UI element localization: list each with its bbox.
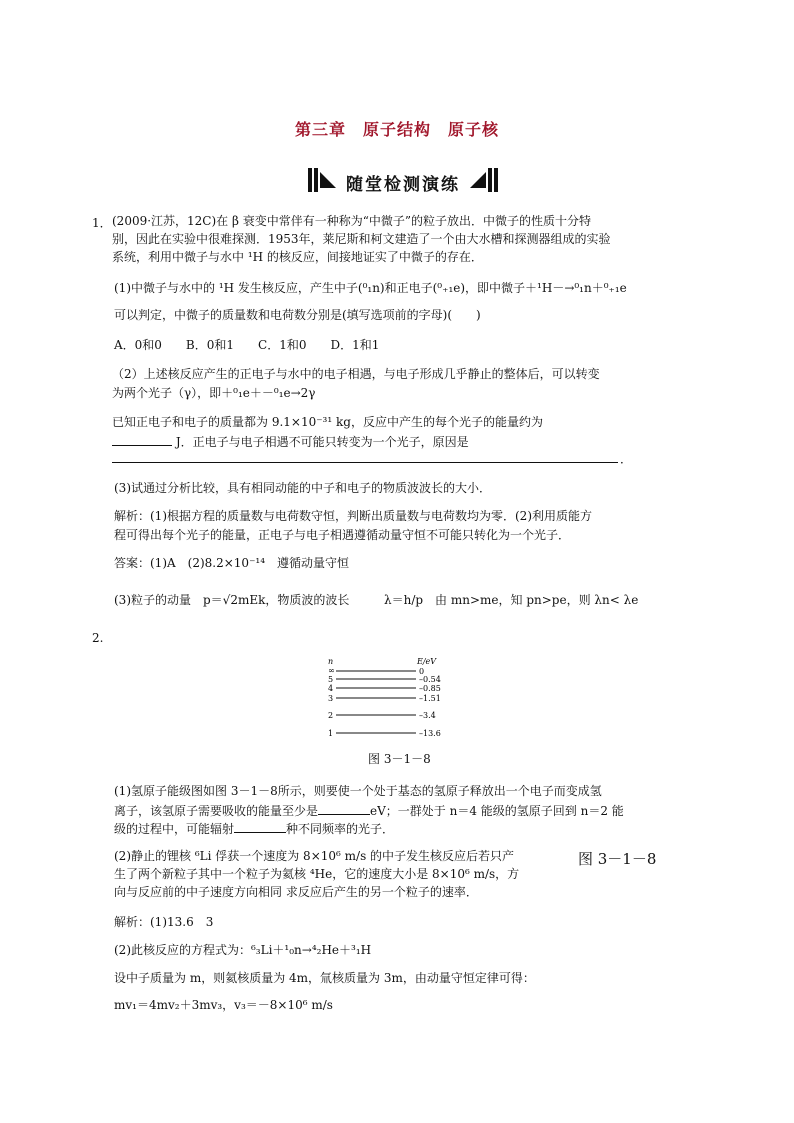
q1-part1-line-2: 可以判定，中微子的质量数和电荷数分别是(填写选项前的字母)( )	[114, 308, 481, 322]
q2-part1-line-2-text: 离子，该氢原子需要吸收的能量至少是	[114, 804, 319, 818]
section-banner	[308, 168, 498, 195]
q1-line-2: 别，因此在实验中很难探测．1953年，莱尼斯和柯文建造了一个由大水槽和探测器组成的实验	[112, 232, 611, 246]
q2-analysis-line-3: 设中子质量为 m，则氦核质量为 4m，氚核质量为 3m，由动量守恒定律可得：	[114, 971, 535, 985]
axis-n-label: n	[328, 657, 334, 666]
chapter-title: 第三章 原子结构 原子核	[294, 120, 499, 139]
energy-answer-blank[interactable]	[112, 432, 172, 446]
level-n-2: 2	[328, 711, 334, 720]
ionization-energy-blank[interactable]	[318, 801, 370, 815]
q1-part2-line-3: 已知正电子和电子的质量都为 9.1×10⁻³¹ kg，反应中产生的每个光子的能量约为	[112, 415, 543, 429]
q1-answer-part3-b: λ＝h/p 由 mn>me，知 pn>pe，则 λn< λe	[384, 593, 639, 607]
q1-part1-line-1: (1)中微子与水中的 ¹H 发生核反应，产生中子(⁰₁n)和正电子(⁰₊₁e)，即中微子＋¹H－→⁰₁n＋⁰₊₁e	[114, 281, 627, 295]
q1-answer: 答案：(1)A (2)8.2×10⁻¹⁴ 遵循动量守恒	[114, 556, 350, 570]
banner-triangle-right-icon	[470, 172, 486, 188]
banner-bar-right	[494, 168, 498, 192]
q1-analysis-line-2: 程可得出每个光子的能量，正电子与电子相遇遵循动量守恒不可能只转化为一个光子．	[114, 528, 571, 542]
q2-part2-line-1: (2)静止的锂核 ⁶Li 俘获一个速度为 8×10⁶ m/s 的中子发生核反应后若只产	[114, 849, 515, 863]
q2-part1-line-2-tail: eV；一群处于 n＝4 能级的氢原子回到 n＝2 能	[370, 804, 624, 818]
level-e-2: –3.4	[419, 711, 436, 720]
level-e-inf: 0	[419, 667, 425, 676]
level-n-3: 3	[328, 694, 334, 703]
level-e-5: –0.54	[419, 675, 441, 684]
q2-part1-line-1: (1)氢原子能级图如图 3－1－8所示，则要使一个处于基态的氢原子释放出一个电子而变成氢	[114, 784, 602, 798]
q1-options: A．0和0 B．0和1 C．1和0 D．1和1	[114, 338, 380, 352]
figure-caption: 图 3－1－8	[368, 752, 431, 766]
banner-bar-right-2	[488, 168, 492, 192]
q1-line-3: 系统，利用中微子与水中 ¹H 的核反应，间接地证实了中微子的存在．	[112, 250, 483, 264]
side-figure-caption: 图 3－1－8	[578, 850, 657, 868]
q1-part2-line-4-text: J．正电子与电子相遇不可能只转变为一个光子，原因是	[175, 435, 469, 449]
q1-part3: (3)试通过分析比较，具有相同动能的中子和电子的物质波波长的大小．	[114, 481, 492, 495]
level-n-inf: ∞	[328, 666, 335, 675]
q2-part1-line-2	[114, 801, 624, 819]
level-e-4: –0.85	[419, 684, 441, 693]
level-n-5: 5	[328, 675, 334, 684]
level-e-3: –1.51	[419, 694, 441, 703]
level-e-1: –13.6	[419, 729, 441, 738]
energy-level-diagram	[322, 655, 482, 745]
axis-energy-label: E/eV	[417, 657, 437, 666]
q2-part1-line-3-text: 级的过程中，可能辐射	[114, 822, 235, 836]
level-n-1: 1	[328, 729, 334, 738]
q2-analysis-line-1: 解析：(1)13.6 3	[114, 915, 214, 929]
reason-answer-blank[interactable]	[112, 462, 618, 463]
level-n-4: 4	[328, 684, 334, 693]
q1-line-1: (2009·江苏，12C)在 β 衰变中常伴有一种称为“中微子”的粒子放出．中微子的性质十分特	[112, 214, 592, 228]
banner-text: 随堂检测演练	[346, 175, 460, 195]
photon-count-blank[interactable]	[234, 819, 286, 833]
question-2-number: 2.	[92, 631, 104, 645]
q2-part2-line-3: 向与反应前的中子速度方向相同 求反应后产生的另一个粒子的速率．	[114, 885, 478, 899]
q1-part2-line-2: 为两个光子（γ），即＋⁰₁e＋－⁰₁e→2γ	[112, 386, 316, 400]
q1-analysis-line-1: 解析：(1)根据方程的质量数与电荷数守恒，判断出质量数与电荷数均为零．(2)利用质能方	[114, 509, 592, 523]
q1-part2-line-1: （2）上述核反应产生的正电子与水中的电子相遇，与电子形成几乎静止的整体后，可以转变	[112, 367, 600, 381]
q2-analysis-line-2: (2)此核反应的方程式为：⁶₃Li＋¹₀n→⁴₂He＋³₁H	[114, 943, 372, 957]
q1-answer-part3-a: (3)粒子的动量 p＝√2mEk，物质波的波长	[114, 593, 350, 607]
q1-part2-line-4	[112, 432, 469, 450]
question-1-number: 1．	[92, 216, 112, 230]
q2-part1-line-3	[114, 819, 394, 837]
q2-part2-line-2: 生了两个新粒子其中一个粒子为氦核 ⁴He，它的速度大小是 8×10⁶ m/s，方	[114, 867, 520, 881]
q2-part1-line-3-tail: 种不同频率的光子．	[286, 822, 395, 836]
q2-analysis-line-4: mv₁＝4mv₂＋3mv₃，v₃＝－8×10⁶ m/s	[114, 998, 333, 1012]
reason-period: ．	[620, 452, 633, 466]
